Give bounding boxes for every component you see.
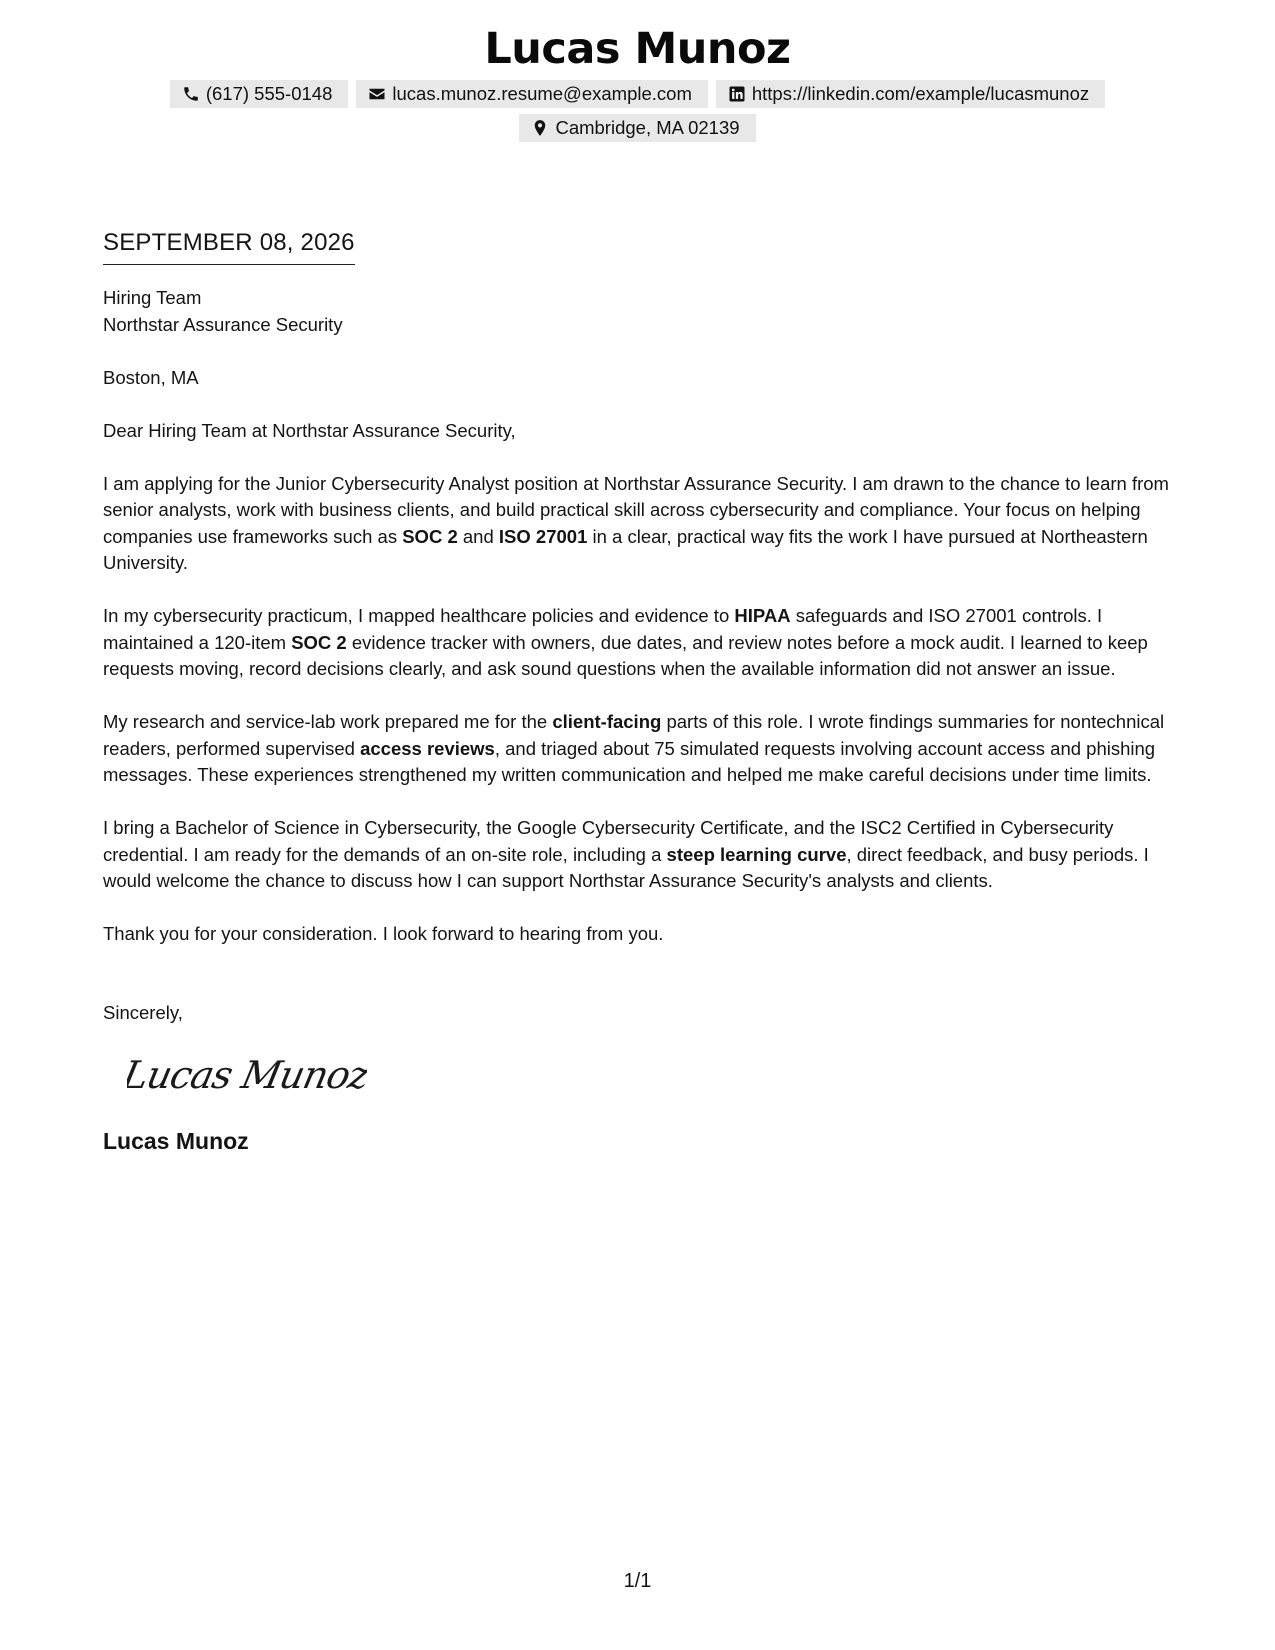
signature-text: Lucas Munoz (127, 1053, 367, 1098)
letter-header (0, 22, 1275, 142)
handwritten-signature (127, 1048, 367, 1106)
paragraph-4: I bring a Bachelor of Science in Cybersecurity, the Google Cybersecurity Certificate, and the ISC2 Certified in Cybersecurity credential. I am ready for the demands of an on-site role, including a steep learning curve, direct feedback, and busy periods. I would welcome the chance to discuss how I can support Northstar Assurance Security's analysts and clients. (103, 817, 1149, 891)
map-pin-icon (531, 119, 549, 137)
keyword-client-facing: client-facing (552, 711, 662, 732)
page-number: 1/1 (623, 1570, 652, 1592)
closing: Sincerely, (103, 1001, 183, 1023)
phone-number: (617) 555-0148 (205, 83, 333, 104)
keyword-iso27001: ISO 27001 (498, 525, 588, 547)
signer-name: Lucas Munoz (103, 1127, 249, 1154)
phone-chip (170, 80, 349, 108)
salutation: Dear Hiring Team at Northstar Assurance Security, (103, 419, 516, 441)
recipient-name: Hiring Team (103, 287, 202, 308)
letter-body (103, 228, 1183, 1156)
keyword-soc2: SOC 2 (402, 525, 458, 547)
location-text: Cambridge, MA 02139 (555, 117, 740, 138)
spacer (103, 338, 1183, 365)
recipient-city: Boston, MA (103, 366, 199, 388)
paragraph-1: I am applying for the Junior Cybersecurity Analyst position at Northstar Assurance Security. I am drawn to the chance to learn from senior analysts, work with business clients, and build practical skill across cybersecurity and compliance. Your focus on helping companies use frameworks such as SOC 2 and ISO 27001 in a clear, practical way fits the work I have pursued at Northeastern University. (103, 472, 1169, 573)
keyword-soc2: SOC 2 (291, 631, 347, 653)
linkedin-url[interactable]: https://linkedin.com/example/lucasmunoz (751, 83, 1090, 104)
envelope-icon (368, 85, 386, 103)
keyword-access-reviews: access reviews (360, 737, 495, 759)
spacer (103, 391, 1183, 418)
paragraph-2: In my cybersecurity practicum, I mapped healthcare policies and evidence to HIPAA safeguards and ISO 27001 controls. I maintained a 120-item SOC 2 evidence tracker with owners, due dates, and review notes before a mock audit. I learned to keep requests moving, record decisions clearly, and ask sound questions when the available information did not answer an issue. (103, 605, 1148, 679)
recipient-company: Northstar Assurance Security (103, 313, 343, 335)
keyword-learning-curve: steep learning curve (666, 843, 847, 865)
linkedin-chip (716, 80, 1105, 108)
letter-date: SEPTEMBER 08, 2026 (103, 228, 355, 265)
email-address[interactable]: lucas.munoz.resume@example.com (392, 83, 692, 104)
paragraph-5: Thank you for your consideration. I look forward to hearing from you. (103, 923, 664, 944)
paragraph-3: My research and service-lab work prepared me for the client-facing parts of this role. I wrote findings summaries for nontechnical readers, performed supervised access reviews, and triaged about 75 simulated requests involving account access and phishing messages. These experiences strengthened my written communication and helped me make careful decisions under time limits. (103, 711, 1165, 785)
phone-icon (182, 85, 200, 103)
applicant-name: Lucas Munoz (484, 24, 791, 74)
contact-row-secondary (0, 114, 1275, 142)
recipient-block (103, 285, 1183, 391)
linkedin-icon (728, 85, 746, 103)
contact-row-primary (0, 80, 1275, 108)
location-chip (519, 114, 755, 142)
keyword-hipaa: HIPAA (734, 605, 791, 626)
email-chip (356, 80, 707, 108)
